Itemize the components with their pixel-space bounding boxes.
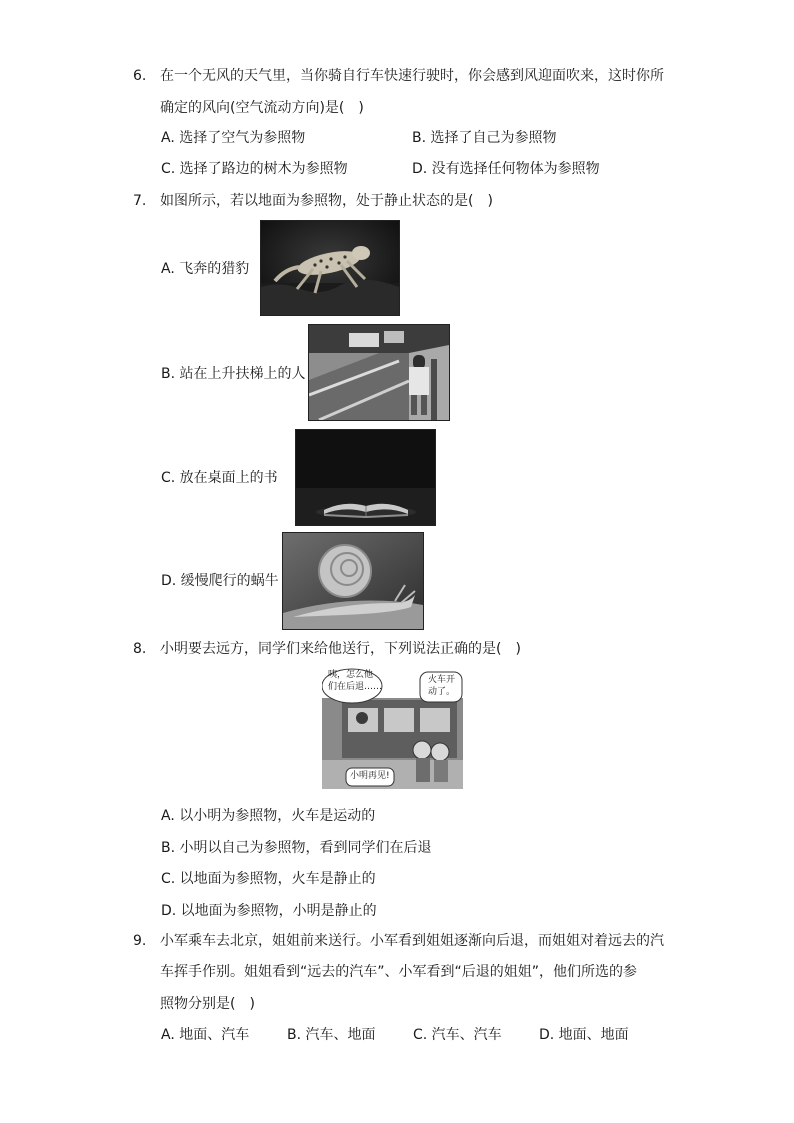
q9-stem-line1: 小军乘车去北京，姐姐前来送行。小军看到姐姐逐渐向后退，而姐姐对着远去的汽	[160, 933, 664, 949]
q9-number: 9.	[133, 933, 147, 949]
q7-option-c: C. 放在桌面上的书	[161, 470, 278, 486]
escalator-photo	[308, 324, 450, 421]
book-photo	[295, 429, 436, 526]
q9-option-b: B. 汽车、地面	[287, 1027, 376, 1043]
q9-option-c: C. 汽车、汽车	[413, 1027, 502, 1043]
bubble-right-line2: 动了。	[428, 687, 456, 697]
q7-option-b: B. 站在上升扶梯上的人	[161, 366, 306, 382]
q8-option-d: D. 以地面为参照物，小明是静止的	[161, 903, 377, 919]
q8-stem: 小明要去远方，同学们来给他送行，下列说法正确的是( )	[160, 641, 521, 657]
q8-number: 8.	[133, 641, 147, 657]
q7-option-d: D. 缓慢爬行的蜗牛	[161, 573, 279, 589]
q9-stem-line3: 照物分别是( )	[160, 996, 255, 1012]
q6-option-c: C. 选择了路边的树木为参照物	[161, 161, 348, 177]
bubble-right-line1: 火车开	[428, 675, 456, 685]
q8-option-c: C. 以地面为参照物，火车是静止的	[161, 871, 376, 887]
q7-stem: 如图所示，若以地面为参照物，处于静止状态的是( )	[160, 193, 493, 209]
q6-option-b: B. 选择了自己为参照物	[412, 130, 557, 146]
bubble-left-line1: 咦，怎么他	[328, 670, 374, 680]
bubble-left-line2: 们在后退……	[328, 682, 383, 692]
bubble-bottom: 小明再见!	[350, 771, 390, 781]
q6-option-a: A. 选择了空气为参照物	[161, 130, 306, 146]
q9-stem-line2: 车挥手作别。姐姐看到“远去的汽车”、小军看到“后退的姐姐”，他们所选的参	[160, 964, 638, 980]
q9-option-a: A. 地面、汽车	[161, 1027, 250, 1043]
snail-photo	[282, 532, 424, 630]
q6-stem-line1: 在一个无风的天气里，当你骑自行车快速行驶时，你会感到风迎面吹来，这时你所	[160, 68, 664, 84]
train-farewell-cartoon	[322, 668, 463, 789]
q6-stem-line2: 确定的风向(空气流动方向)是( )	[160, 100, 364, 116]
q8-option-b: B. 小明以自己为参照物，看到同学们在后退	[161, 840, 432, 856]
q9-option-d: D. 地面、地面	[539, 1027, 629, 1043]
q6-number: 6.	[133, 68, 147, 84]
cheetah-photo	[260, 220, 400, 316]
q7-option-a: A. 飞奔的猎豹	[161, 261, 250, 277]
q7-number: 7.	[133, 193, 147, 209]
q8-option-a: A. 以小明为参照物，火车是运动的	[161, 808, 376, 824]
q6-option-d: D. 没有选择任何物体为参照物	[412, 161, 600, 177]
